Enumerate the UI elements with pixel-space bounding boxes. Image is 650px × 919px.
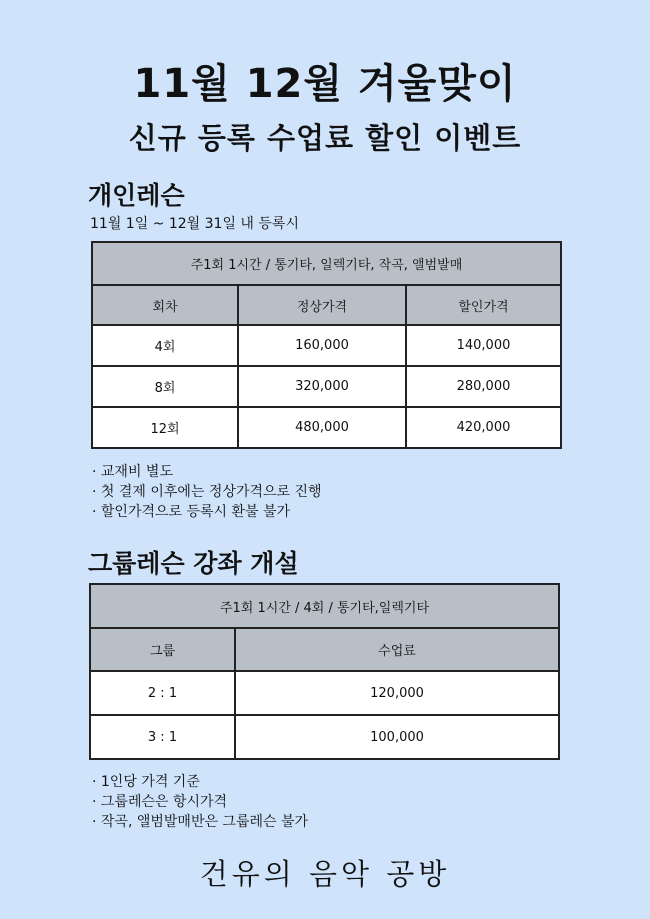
note-item: · 작곡, 앨범발매반은 그룹레슨 불가 [92, 814, 309, 830]
table-cell: 160,000 [238, 325, 406, 366]
table-row [92, 366, 561, 407]
table-cell: 140,000 [406, 325, 561, 366]
page-title: 11월 12월 겨울맞이 [133, 61, 517, 107]
table-caption: 주1회 1시간 / 통기타, 일렉기타, 작곡, 앨범발매 [92, 242, 561, 285]
table-cell: 4회 [92, 325, 238, 366]
note-item: · 할인가격으로 등록시 환불 불가 [92, 504, 291, 520]
column-header: 수업료 [235, 628, 559, 671]
table-cell: 2 : 1 [90, 671, 235, 715]
table-cell: 100,000 [235, 715, 559, 759]
table-cell: 420,000 [406, 407, 561, 448]
table-row [90, 715, 559, 759]
note-item: · 1인당 가격 기준 [92, 774, 200, 790]
table-cell: 120,000 [235, 671, 559, 715]
personal-notes [92, 462, 322, 522]
table-cell: 280,000 [406, 366, 561, 407]
table-row [90, 671, 559, 715]
table-caption-row [90, 584, 559, 628]
column-header: 정상가격 [238, 285, 406, 325]
note-item: · 첫 결제 이후에는 정상가격으로 진행 [92, 484, 322, 500]
table-cell: 12회 [92, 407, 238, 448]
table-cell: 8회 [92, 366, 238, 407]
registration-period: 11월 1일 ~ 12월 31일 내 등록시 [90, 216, 299, 232]
note-item: · 그룹레슨은 항시가격 [92, 794, 228, 810]
group-price-table [89, 583, 560, 760]
table-header-row [92, 285, 561, 325]
personal-lesson-heading: 개인레슨 [88, 181, 185, 210]
table-cell: 480,000 [238, 407, 406, 448]
page-subtitle: 신규 등록 수업료 할인 이벤트 [128, 121, 522, 155]
personal-price-table [91, 241, 562, 449]
table-cell: 3 : 1 [90, 715, 235, 759]
table-caption-row [92, 242, 561, 285]
table-row [92, 407, 561, 448]
column-header: 할인가격 [406, 285, 561, 325]
group-lesson-heading: 그룹레슨 강좌 개설 [88, 549, 299, 578]
note-item: · 교재비 별도 [92, 464, 173, 480]
brand-name: 건유의 음악 공방 [199, 857, 451, 891]
column-header: 회차 [92, 285, 238, 325]
group-notes [92, 772, 308, 832]
table-caption: 주1회 1시간 / 4회 / 통기타,일렉기타 [90, 584, 559, 628]
table-cell: 320,000 [238, 366, 406, 407]
table-row [92, 325, 561, 366]
table-header-row [90, 628, 559, 671]
column-header: 그룹 [90, 628, 235, 671]
